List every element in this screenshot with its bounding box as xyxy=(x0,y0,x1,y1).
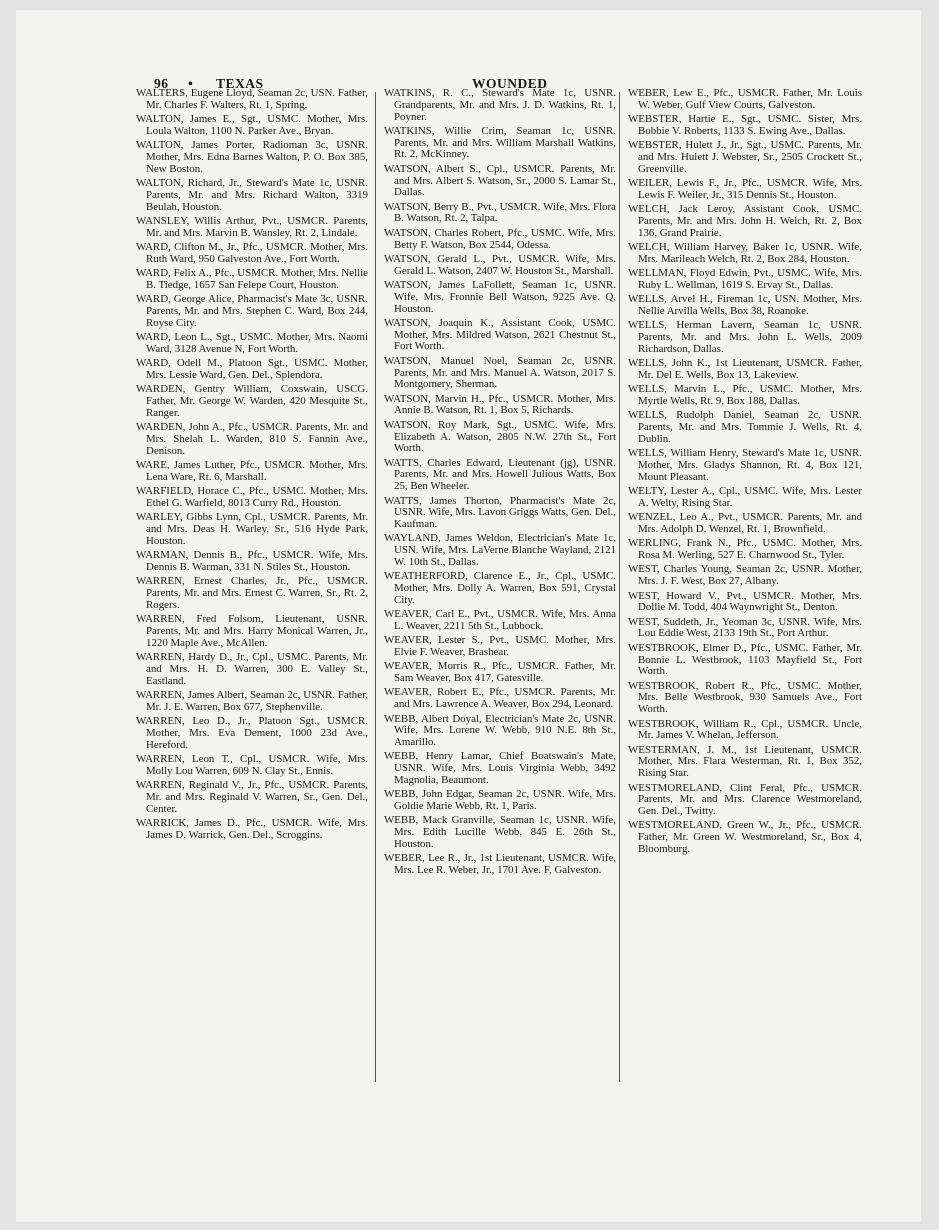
casualty-entry: WALTERS, Eugene Lloyd, Seaman 2c, USN. Father, Mr. Charles F. Walters, Rt. 1, Spring. xyxy=(136,87,368,111)
casualty-entry: WESTMORELAND, Clint Feral, Pfc., USMCR. Parents, Mr. and Mrs. Clarence Westmoreland, Gen. Del., Twitty. xyxy=(628,781,862,818)
casualty-entry: WEBSTER, Hulett J., Jr., Sgt., USMC. Parents, Mr. and Mrs. Hulett J. Webster, Sr., 2505 Crockett St., Greenville. xyxy=(628,139,862,175)
casualty-entry: WELLS, John K., 1st Lieutenant, USMCR. Father, Mr. Del E. Wells, Box 13, Lakeview. xyxy=(628,357,862,382)
casualty-entry: WARREN, Leon T., Cpl., USMCR. Wife, Mrs. Molly Lou Warren, 609 N. Clay St., Ennis. xyxy=(136,752,368,777)
casualty-entry: WELLMAN, Floyd Edwin, Pvt., USMC. Wife, Mrs. Ruby L. Wellman, 1619 S. Ervay St., Dallas. xyxy=(628,267,862,291)
casualty-entry: WATTS, Charles Edward, Lieutenant (jg), USNR. Parents, Mr. and Mrs. Howell Julious Watts, Box 25, Ben Wheeler. xyxy=(384,456,616,493)
casualty-entry: WATSON, Manuel Noel, Seaman 2c, USNR. Parents, Mr. and Mrs. Manuel A. Watson, 2017 S. Montgomery, Sherman. xyxy=(384,354,616,391)
casualty-entry: WARRICK, James D., Pfc., USMCR. Wife, Mrs. James D. Warrick, Gen. Del., Scroggins. xyxy=(136,816,368,841)
casualty-entry: WAYLAND, James Weldon, Electrician's Mate 1c, USN. Wife, Mrs. LaVerne Blanche Wayland, 2121 W. 10th St., Dallas. xyxy=(384,532,616,568)
casualty-entry: WATSON, Gerald L., Pvt., USMCR. Wife, Mrs. Gerald L. Watson, 2407 W. Houston St., Marshall. xyxy=(384,252,616,277)
casualty-entry: WALTON, James E., Sgt., USMC. Mother, Mrs. Loula Walton, 1100 N. Parker Ave., Bryan. xyxy=(136,113,368,137)
casualty-entry: WATSON, Albert S., Cpl., USMCR. Parents, Mr. and Mrs. Albert S. Watson, Sr., 2000 S. Lamar St., Dallas. xyxy=(384,162,616,199)
casualty-entry: WEBSTER, Hartie E., Sgt., USMC. Sister, Mrs. Bobbie V. Roberts, 1133 S. Ewing Ave., Dallas. xyxy=(628,113,862,137)
casualty-entry: WESTBROOK, Robert R., Pfc., USMC. Mother, Mrs. Belle Westbrook, 930 Samuels Ave., Fort Worth. xyxy=(628,679,862,716)
casualty-entry: WEBB, Mack Granville, Seaman 1c, USNR. Wife, Mrs. Edith Lucille Webb, 845 E. 26th St., Houston. xyxy=(384,814,616,851)
casualty-entry: WEBB, Albert Doyal, Electrician's Mate 2c, USNR. Wife, Mrs. Lorene W. Webb, 910 N.E. 8th St., Amarillo. xyxy=(384,712,616,749)
casualty-entry: WARDEN, Gentry William, Coxswain, USCG. Father, Mr. George W. Warden, 420 Mesquite St., Ranger. xyxy=(136,383,368,419)
casualty-entry: WESTBROOK, Elmer D., Pfc., USMC. Father, Mr. Bonnie L. Westbrook, 1103 Mayfield St., Fort Worth. xyxy=(628,641,862,678)
casualty-entry: WARD, Leon L., Sgt., USMC. Mother, Mrs. Naomi Ward, 3128 Avenue N, Fort Worth. xyxy=(136,331,368,355)
casualty-entry: WEILER, Lewis F., Jr., Pfc., USMCR. Wife, Mrs. Lewis F. Weiler, Jr., 315 Dennis St., Houston. xyxy=(628,177,862,201)
casualty-entry: WESTBROOK, William R., Cpl., USMCR. Uncle, Mr. James V. Whelan, Jefferson. xyxy=(628,717,862,742)
casualty-entry: WEBB, John Edgar, Seaman 2c, USNR. Wife, Mrs. Goldie Marie Webb, Rt. 1, Paris. xyxy=(384,788,616,813)
casualty-entry: WARD, Clifton M., Jr., Pfc., USMCR. Mother, Mrs. Ruth Ward, 950 Galveston Ave., Fort Worth. xyxy=(136,241,368,265)
casualty-entry: WEST, Suddeth, Jr., Yeoman 3c, USNR. Wife, Mrs. Lou Eddie West, 2133 19th St., Port Arthur. xyxy=(628,615,862,640)
casualty-entry: WESTERMAN, J. M., 1st Lieutenant, USMCR. Mother, Mrs. Flara Westerman, Rt. 1, Box 352, Rising Star. xyxy=(628,743,862,780)
column-3 xyxy=(628,88,862,858)
column-rule-1 xyxy=(375,92,376,1082)
casualty-entry: WARDEN, John A., Pfc., USMCR. Parents, Mr. and Mrs. Shelah L. Warden, 810 S. Fannin Ave., Denison. xyxy=(136,421,368,457)
column-2 xyxy=(384,88,616,879)
section-heading: WOUNDED xyxy=(472,76,548,91)
casualty-entry: WELLS, Rudolph Daniel, Seaman 2c, USNR. Parents, Mr. and Mrs. Tommie J. Wells, Rt. 4, Dublin. xyxy=(628,409,862,446)
casualty-entry: WEBER, Lew E., Pfc., USMCR. Father, Mr. Louis W. Weber, Gulf View Courts, Galveston. xyxy=(628,87,862,111)
casualty-entry: WARREN, James Albert, Seaman 2c, USNR. Father, Mr. J. E. Warren, Box 677, Stephenville. xyxy=(136,688,368,713)
casualty-entry: WANSLEY, Willis Arthur, Pvt., USMCR. Parents, Mr. and Mrs. Marvin B. Wansley, Rt. 2, Lindale. xyxy=(136,214,368,239)
casualty-entry: WARLEY, Gibbs Lynn, Cpl., USMCR. Parents, Mr. and Mrs. Deas H. Warley, Sr., 516 Hyde Park, Houston. xyxy=(136,511,368,547)
casualty-entry: WARREN, Reginald V., Jr., Pfc., USMCR. Parents, Mr. and Mrs. Reginald V. Warren, Sr., Gen. Del., Center. xyxy=(136,779,368,815)
casualty-entry: WATSON, Berry B., Pvt., USMCR. Wife, Mrs. Flora B. Watson, Rt. 2, Talpa. xyxy=(384,200,616,225)
casualty-entry: WATKINS, R. C., Steward's Mate 1c, USNR. Grandparents, Mr. and Mrs. J. D. Watkins, Rt. 1, Poyner. xyxy=(384,87,616,123)
casualty-entry: WATSON, Roy Mark, Sgt., USMC. Wife, Mrs. Elizabeth A. Watson, 2805 N.W. 27th St., Fort Worth. xyxy=(384,418,616,455)
casualty-entry: WELLS, Arvel H., Fireman 1c, USN. Mother, Mrs. Nellie Arvilla Wells, Box 38, Roanoke. xyxy=(628,293,862,318)
casualty-entry: WATSON, Joaquin K., Assistant Cook, USMC. Mother, Mrs. Mildred Watson, 2621 Chestnut St., Fort Worth. xyxy=(384,316,616,353)
casualty-entry: WEATHERFORD, Clarence E., Jr., Cpl., USMC. Mother, Mrs. Dolly A. Warren, Box 591, Crystal City. xyxy=(384,570,616,606)
casualty-entry: WELTY, Lester A., Cpl., USMC. Wife, Mrs. Lester A. Welty, Rising Star. xyxy=(628,485,862,509)
casualty-entry: WARD, George Alice, Pharmacist's Mate 3c, USNR. Parents, Mr. and Mrs. Stephen C. Ward, Box 244, Royse City. xyxy=(136,293,368,329)
column-rule-2 xyxy=(619,92,620,1082)
casualty-entry: WELLS, Herman Lavern, Seaman 1c, USNR. Parents, Mr. and Mrs. John L. Wells, 2009 Richardson, Dallas. xyxy=(628,319,862,355)
casualty-entry: WARREN, Ernest Charles, Jr., Pfc., USMCR. Parents, Mr. and Mrs. Ernest C. Warren, Sr., Rt. 2, Rogers. xyxy=(136,575,368,611)
casualty-entry: WATSON, Marvin H., Pfc., USMCR. Mother, Mrs. Annie B. Watson, Rt. 1, Box 5, Richards. xyxy=(384,392,616,417)
casualty-entry: WARFIELD, Horace C., Pfc., USMC. Mother, Mrs. Ethel G. Warfield, 8013 Curry Rd., Houston. xyxy=(136,485,368,509)
casualty-entry: WARREN, Fred Folsom, Lieutenant, USNR. Parents, Mr. and Mrs. Harry Monical Warren, Jr., 1220 Maple Ave., McAllen. xyxy=(136,613,368,649)
casualty-entry: WEAVER, Morris R., Pfc., USMCR. Father, Mr. Sam Weaver, Box 417, Gatesville. xyxy=(384,660,616,685)
casualty-entry: WALTON, James Porter, Radioman 3c, USNR. Mother, Mrs. Edna Barnes Walton, P. O. Box 385, New Boston. xyxy=(136,139,368,175)
casualty-entry: WEAVER, Lester S., Pvt., USMC. Mother, Mrs. Elvie F. Weaver, Brashear. xyxy=(384,634,616,659)
casualty-entry: WESTMORELAND, Green W., Jr., Pfc., USMCR. Father, Mr. Green W. Westmoreland, Sr., Box 4, Bloomburg. xyxy=(628,819,862,856)
casualty-entry: WATSON, Charles Robert, Pfc., USMC. Wife, Mrs. Betty F. Watson, Box 2544, Odessa. xyxy=(384,226,616,251)
casualty-entry: WARE, James Luther, Pfc., USMCR. Mother, Mrs. Lena Ware, Rt. 6, Marshall. xyxy=(136,459,368,483)
casualty-entry: WATTS, James Thorton, Pharmacist's Mate 2c, USNR. Wife, Mrs. Lavon Griggs Watts, Gen. Del., Kaufman. xyxy=(384,494,616,531)
casualty-entry: WARREN, Hardy D., Jr., Cpl., USMC. Parents, Mr. and Mrs. H. D. Warren, 300 E. Valley St., Eastland. xyxy=(136,651,368,687)
column-1 xyxy=(136,88,368,844)
casualty-entry: WERLING, Frank N., Pfc., USMC. Mother, Mrs. Rosa M. Werling, 527 E. Charnwood St., Tyler. xyxy=(628,537,862,562)
casualty-entry: WATKINS, Willie Crim, Seaman 1c, USNR. Parents, Mr. and Mrs. William Marshall Watkins, Rt. 2, McKinney. xyxy=(384,124,616,161)
casualty-entry: WENZEL, Leo A., Pvt., USMCR. Parents, Mr. and Mrs. Adolph D. Wenzel, Rt. 1, Brownfield. xyxy=(628,511,862,536)
page-number: 96 xyxy=(154,76,169,91)
casualty-entry: WATSON, James LaFollett, Seaman 1c, USNR. Wife, Mrs. Fronnie Bell Watson, 9225 Ave. Q, Houston. xyxy=(384,278,616,315)
casualty-entry: WEST, Howard V., Pvt., USMCR. Mother, Mrs. Dollie M. Todd, 404 Waynwright St., Denton. xyxy=(628,589,862,614)
casualty-entry: WARMAN, Dennis B., Pfc., USMCR. Wife, Mrs. Dennis B. Warman, 331 N. Stiles St., Houston. xyxy=(136,549,368,573)
state-heading: TEXAS xyxy=(216,76,264,91)
casualty-entry: WELLS, Marvin L., Pfc., USMC. Mother, Mrs. Myrtle Wells, Rt. 9, Box 188, Dallas. xyxy=(628,383,862,408)
casualty-entry: WELCH, Jack Leroy, Assistant Cook, USMC. Parents, Mr. and Mrs. John H. Welch, Rt. 2, Box 136, Grand Prairie. xyxy=(628,203,862,239)
casualty-entry: WEAVER, Carl E., Pvt., USMCR. Wife, Mrs. Anna L. Weaver, 2211 5th St., Lubbock. xyxy=(384,608,616,632)
casualty-entry: WELLS, William Henry, Steward's Mate 1c, USNR. Mother, Mrs. Gladys Shannon, Rt. 4, Box 121, Mount Pleasant. xyxy=(628,447,862,483)
casualty-entry: WEBB, Henry Lamar, Chief Boatswain's Mate, USNR. Wife, Mrs. Louis Virginia Webb, 3492 Magnolia, Beaumont. xyxy=(384,750,616,787)
casualty-entry: WARREN, Leo D., Jr., Platoon Sgt., USMCR. Mother, Mrs. Eva Dement, 1000 23d Ave., Hereford. xyxy=(136,715,368,751)
casualty-entry: WEST, Charles Young, Seaman 2c, USNR. Mother, Mrs. J. F. West, Box 27, Albany. xyxy=(628,563,862,588)
casualty-entry: WEAVER, Robert E., Pfc., USMCR. Parents, Mr. and Mrs. Lawrence A. Weaver, Box 294, Leonard. xyxy=(384,686,616,711)
casualty-entry: WELCH, William Harvey, Baker 1c, USNR. Wife, Mrs. Marileach Welch, Rt. 2, Box 284, Houston. xyxy=(628,241,862,265)
casualty-entry: WARD, Felix A., Pfc., USMCR. Mother, Mrs. Nellie B. Tiedge, 1657 San Felepe Court, Houston. xyxy=(136,267,368,291)
casualty-entry: WALTON, Richard, Jr., Steward's Mate 1c, USNR. Parents, Mr. and Mrs. Richard Walton, 3319 Beulah, Houston. xyxy=(136,177,368,213)
header-bullet: • xyxy=(188,76,194,91)
casualty-entry: WEBER, Lee R., Jr., 1st Lieutenant, USMCR. Wife, Mrs. Lee R. Weber, Jr., 1701 Ave. F, Galveston. xyxy=(384,852,616,877)
casualty-entry: WARD, Odell M., Platoon Sgt., USMC. Mother, Mrs. Lessie Ward, Gen. Del., Splendora. xyxy=(136,357,368,382)
